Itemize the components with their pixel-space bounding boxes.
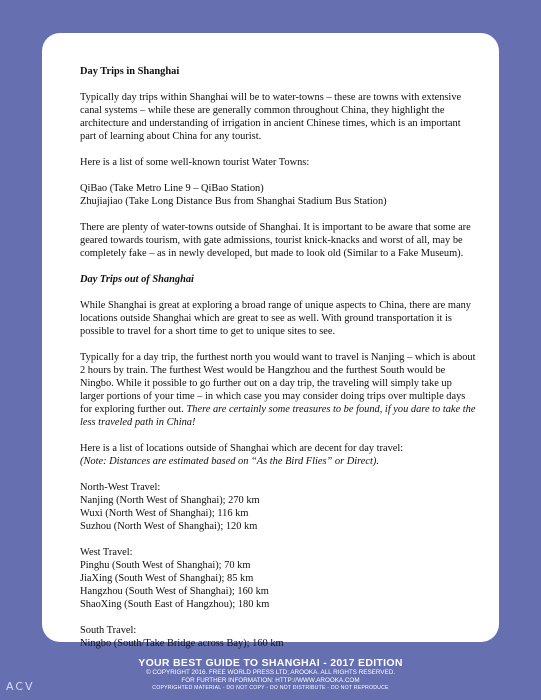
typical-trip-emphasis: There are certainly some treasures to be found, if you dare to take the less traveled path in China! (80, 404, 476, 428)
fake-towns-paragraph: There are plenty of water-towns outside of Shanghai. It is important to be aware that some are geared towards tourism, with gate admissions, tourist knick-knacks and worst of all, may be completely fake – as in newly developed, but made to look old (Similar to a Fake Museum). (80, 222, 471, 259)
page-footer (0, 657, 541, 692)
outside-paragraph: While Shanghai is great at exploring a broad range of unique aspects to China, there are many locations outside Shanghai which are great to see as well. With ground transportation it is possible to travel for a short time to get to unique sites to see. (80, 300, 471, 337)
corner-mark: ACV (6, 680, 35, 693)
page-title: Day Trips in Shanghai (80, 66, 180, 77)
group-label: North-West Travel: (80, 482, 161, 493)
footer-info: FOR FURTHER INFORMATION: HTTP://WWW.AROOKA.COM (181, 677, 360, 684)
distance-note: (Note: Distances are estimated based on “As the Bird Flies” or Direct). (80, 456, 379, 467)
water-towns-list (80, 182, 477, 208)
list-item: Pinghu (South West of Shanghai); 70 km (80, 560, 251, 571)
locations-intro (80, 442, 477, 468)
typical-trip-paragraph (80, 351, 477, 429)
west-group (80, 546, 477, 611)
footer-copyright: © COPYRIGHT 2016. FREE WORLD PRESS LTD; AROOKA. ALL RIGHTS RESERVED. (145, 669, 395, 676)
list-item: QiBao (Take Metro Line 9 – QiBao Station) (80, 183, 264, 194)
list-item: Ningbo (South/Take Bridge across Bay); 160 km (80, 638, 284, 649)
section-heading: Day Trips out of Shanghai (80, 274, 194, 285)
footer-title: YOUR BEST GUIDE TO SHANGHAI - 2017 EDITION (138, 657, 403, 669)
list-item: Hangzhou (South West of Shanghai); 160 km (80, 586, 269, 597)
list-item: Wuxi (North West of Shanghai); 116 km (80, 508, 249, 519)
list-item: ShaoXing (South East of Hangzhou); 180 km (80, 599, 270, 610)
list-item: Zhujiajiao (Take Long Distance Bus from Shanghai Stadium Bus Station) (80, 196, 387, 207)
list-item: JiaXing (South West of Shanghai); 85 km (80, 573, 254, 584)
north-west-group (80, 481, 477, 533)
intro-paragraph: Typically day trips within Shanghai will be to water-towns – these are towns with extensive canal systems – while these are generally common throughout China, they highlight the architecture and understanding of irrigation in ancient Chinese times, which is an important part of learning about China for any tourist. (80, 92, 462, 142)
group-label: West Travel: (80, 547, 133, 558)
group-label: South Travel: (80, 625, 137, 636)
south-group (80, 624, 477, 650)
locations-intro-text: Here is a list of locations outside of Shanghai which are decent for day travel: (80, 443, 404, 454)
water-towns-intro: Here is a list of some well-known tourist Water Towns: (80, 157, 310, 168)
list-item: Suzhou (North West of Shanghai); 120 km (80, 521, 258, 532)
typical-trip-text: Typically for a day trip, the furthest north you would want to travel is Nanjing – which is about 2 hours by train. The furthest West would be Hangzhou and the furthest South would be Ningbo. While it possible to go further out on a day trip, the traveling will simply take up larger portions of your time – in which case you may consider doing trips over multiple days for exploring further out. (80, 352, 476, 415)
page-card (42, 33, 499, 649)
list-item: Nanjing (North West of Shanghai); 270 km (80, 495, 260, 506)
footer-warning: COPYRIGHTED MATERIAL - DO NOT COPY - DO NOT DISTRIBUTE - DO NOT REPRODUCE (152, 685, 389, 691)
